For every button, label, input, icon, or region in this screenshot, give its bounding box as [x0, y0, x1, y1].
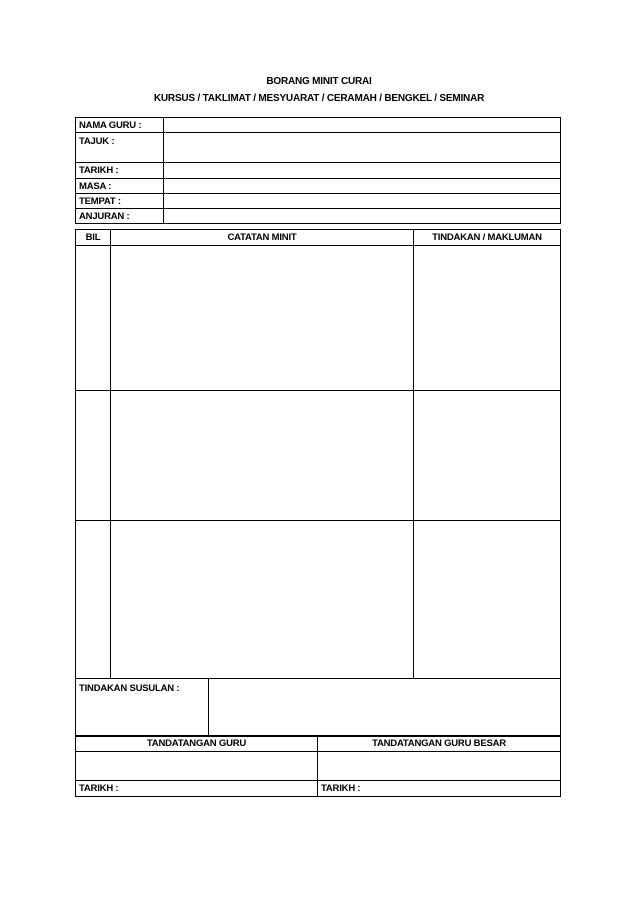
- tindakan-cell[interactable]: [414, 246, 561, 391]
- tindakan-susulan-label: TINDAKAN SUSULAN :: [76, 679, 209, 737]
- tarikh-label: TARIKH :: [76, 163, 164, 179]
- tempat-label: TEMPAT :: [76, 194, 164, 209]
- signature-table: [75, 735, 561, 797]
- form-title: BORANG MINIT CURAI: [266, 76, 372, 87]
- bil-cell[interactable]: [76, 246, 111, 391]
- bil-cell[interactable]: [76, 521, 111, 679]
- tandatangan-guru-besar-header: TANDATANGAN GURU BESAR: [318, 736, 561, 752]
- catatan-cell[interactable]: [111, 246, 414, 391]
- bil-cell[interactable]: [76, 391, 111, 521]
- tarikh-field[interactable]: [164, 163, 561, 179]
- tandatangan-guru-besar-field[interactable]: [318, 752, 561, 781]
- catatan-cell[interactable]: [111, 391, 414, 521]
- info-table: [75, 117, 561, 224]
- tarikh-guru-besar-label: TARIKH :: [318, 781, 561, 797]
- tandatangan-guru-field[interactable]: [76, 752, 318, 781]
- tempat-field[interactable]: [164, 194, 561, 209]
- anjuran-field[interactable]: [164, 209, 561, 224]
- nama-guru-label: NAMA GURU :: [76, 118, 164, 133]
- tajuk-label: TAJUK :: [76, 133, 164, 163]
- catatan-cell[interactable]: [111, 521, 414, 679]
- tandatangan-guru-header: TANDATANGAN GURU: [76, 736, 318, 752]
- tindakan-susulan-field[interactable]: [209, 679, 561, 737]
- masa-label: MASA :: [76, 179, 164, 194]
- nama-guru-field[interactable]: [164, 118, 561, 133]
- tindakan-makluman-header: TINDAKAN / MAKLUMAN: [414, 230, 561, 246]
- tarikh-guru-label: TARIKH :: [76, 781, 318, 797]
- tindakan-cell[interactable]: [414, 521, 561, 679]
- minutes-table: [75, 229, 561, 679]
- masa-field[interactable]: [164, 179, 561, 194]
- form-subtitle: KURSUS / TAKLIMAT / MESYUARAT / CERAMAH / BENGKEL / SEMINAR: [153, 93, 485, 104]
- anjuran-label: ANJURAN :: [76, 209, 164, 224]
- catatan-minit-header: CATATAN MINIT: [111, 230, 414, 246]
- tajuk-field[interactable]: [164, 133, 561, 163]
- bil-header: BIL: [76, 230, 111, 246]
- tindakan-cell[interactable]: [414, 391, 561, 521]
- followup-table: [75, 678, 561, 737]
